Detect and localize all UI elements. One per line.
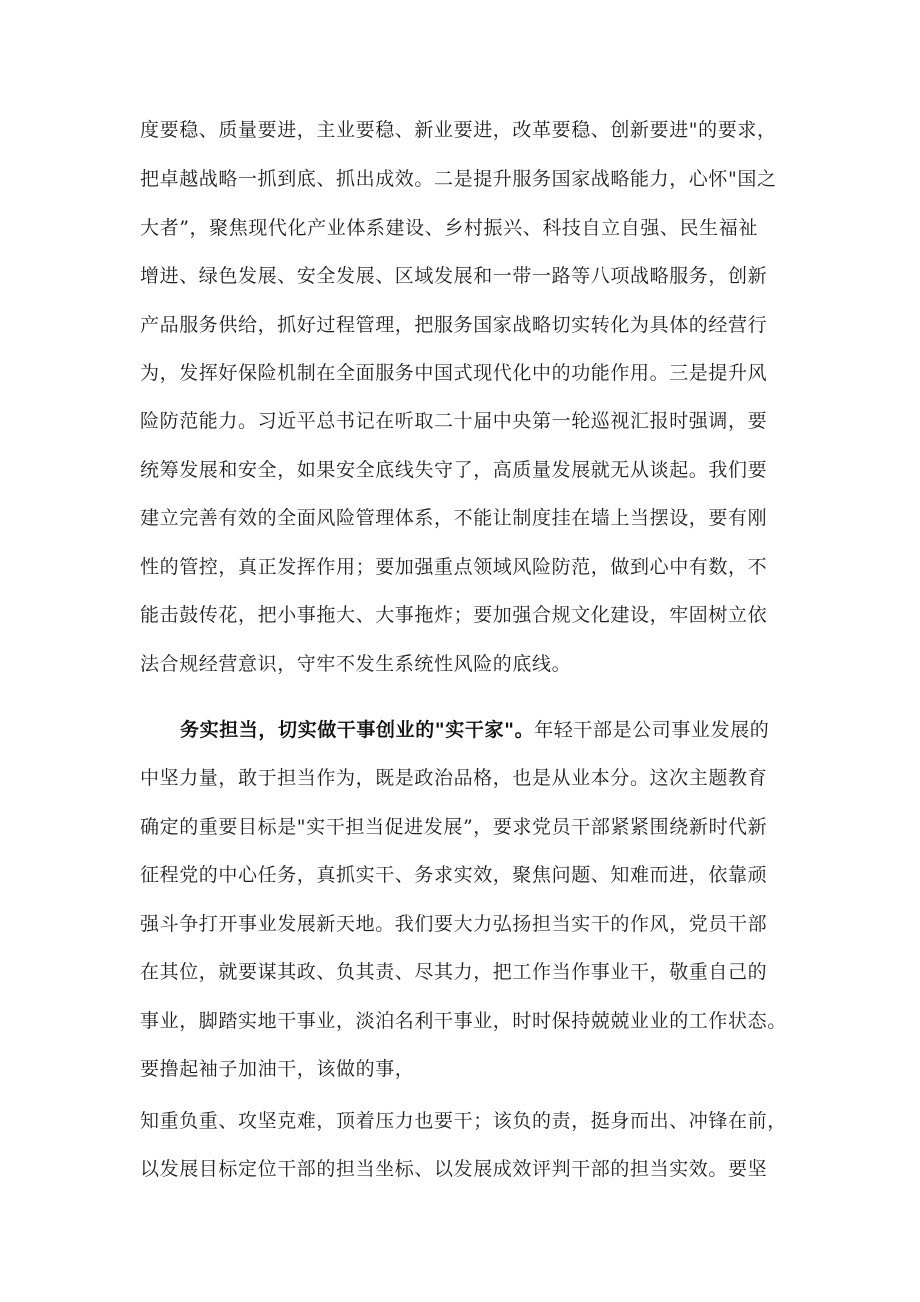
paragraph-2-heading: 务实担当，切实做干事创业的"实干家"。 xyxy=(180,719,535,741)
paragraph-2-first-line-text: 年轻干部是公司事业发展的 xyxy=(534,719,770,741)
paragraph-2-line-8: 要撸起袖子加油干，该做的事， xyxy=(140,1058,415,1080)
paragraph-2-line-2: 中坚力量，敢于担当作为，既是政治品格，也是从业本分。这次主题教育 xyxy=(140,767,768,789)
paragraph-2-line-3: 确定的重要目标是"实干担当促进发展”，要求党员干部紧紧围绕新时代新 xyxy=(140,816,768,838)
paragraph-2-line-6: 在其位，就要谋其政、负其责、尽其力，把工作当作事业干，敬重自己的 xyxy=(140,961,768,983)
paragraph-1-line-3: 大者”，聚焦现代化产业体系建设、乡村振兴、科技自立自强、民生福祉 xyxy=(140,217,758,239)
paragraph-2-line-9: 知重负重、攻坚克难，顶着压力也要干；该负的责，挺身而出、冲锋在前， xyxy=(140,1110,787,1132)
paragraph-1-line-7: 险防范能力。习近平总书记在听取二十届中央第一轮巡视汇报时强调，要 xyxy=(140,410,768,432)
paragraph-1-line-4: 增进、绿色发展、安全发展、区域发展和一带一路等八项战略服务，创新 xyxy=(140,265,768,287)
paragraph-1-line-12: 法合规经营意识，守牢不发生系统性风险的底线。 xyxy=(140,653,572,675)
paragraph-1-line-11: 能击鼓传花，把小事拖大、大事拖炸；要加强合规文化建设，牢固树立依 xyxy=(140,604,768,626)
paragraph-2-first-line xyxy=(180,717,800,743)
paragraph-1-line-2: 把卓越战略一抓到底、抓出成效。二是提升服务国家战略能力，心怀"国之 xyxy=(140,168,777,190)
paragraph-1-line-10: 性的管控，真正发挥作用；要加强重点领域风险防范，做到心中有数，不 xyxy=(140,556,768,578)
paragraph-2-line-10: 以发展目标定位干部的担当坐标、以发展成效评判干部的担当实效。要坚 xyxy=(140,1158,768,1180)
paragraph-1-line-1: 度要稳、质量要进，主业要稳、新业要进，改革要稳、创新要进"的要求， xyxy=(140,119,777,141)
paragraph-2-line-7: 事业，脚踏实地干事业，淡泊名利干事业，时时保持兢兢业业的工作状态。 xyxy=(140,1010,787,1032)
paragraph-1-line-5: 产品服务供给，抓好过程管理，把服务国家战略切实转化为具体的经营行 xyxy=(140,314,768,336)
paragraph-1-line-8: 统筹发展和安全，如果安全底线失守了，高质量发展就无从谈起。我们要 xyxy=(140,459,768,481)
paragraph-2-line-5: 强斗争打开事业发展新天地。我们要大力弘扬担当实干的作风，党员干部 xyxy=(140,913,768,935)
paragraph-2-line-4: 征程党的中心任务，真抓实干、务求实效，聚焦问题、知难而进，依靠顽 xyxy=(140,864,768,886)
paragraph-1-line-6: 为，发挥好保险机制在全面服务中国式现代化中的功能作用。三是提升风 xyxy=(140,362,768,384)
paragraph-1-line-9: 建立完善有效的全面风险管理体系，不能让制度挂在墙上当摆设，要有刚 xyxy=(140,507,768,529)
